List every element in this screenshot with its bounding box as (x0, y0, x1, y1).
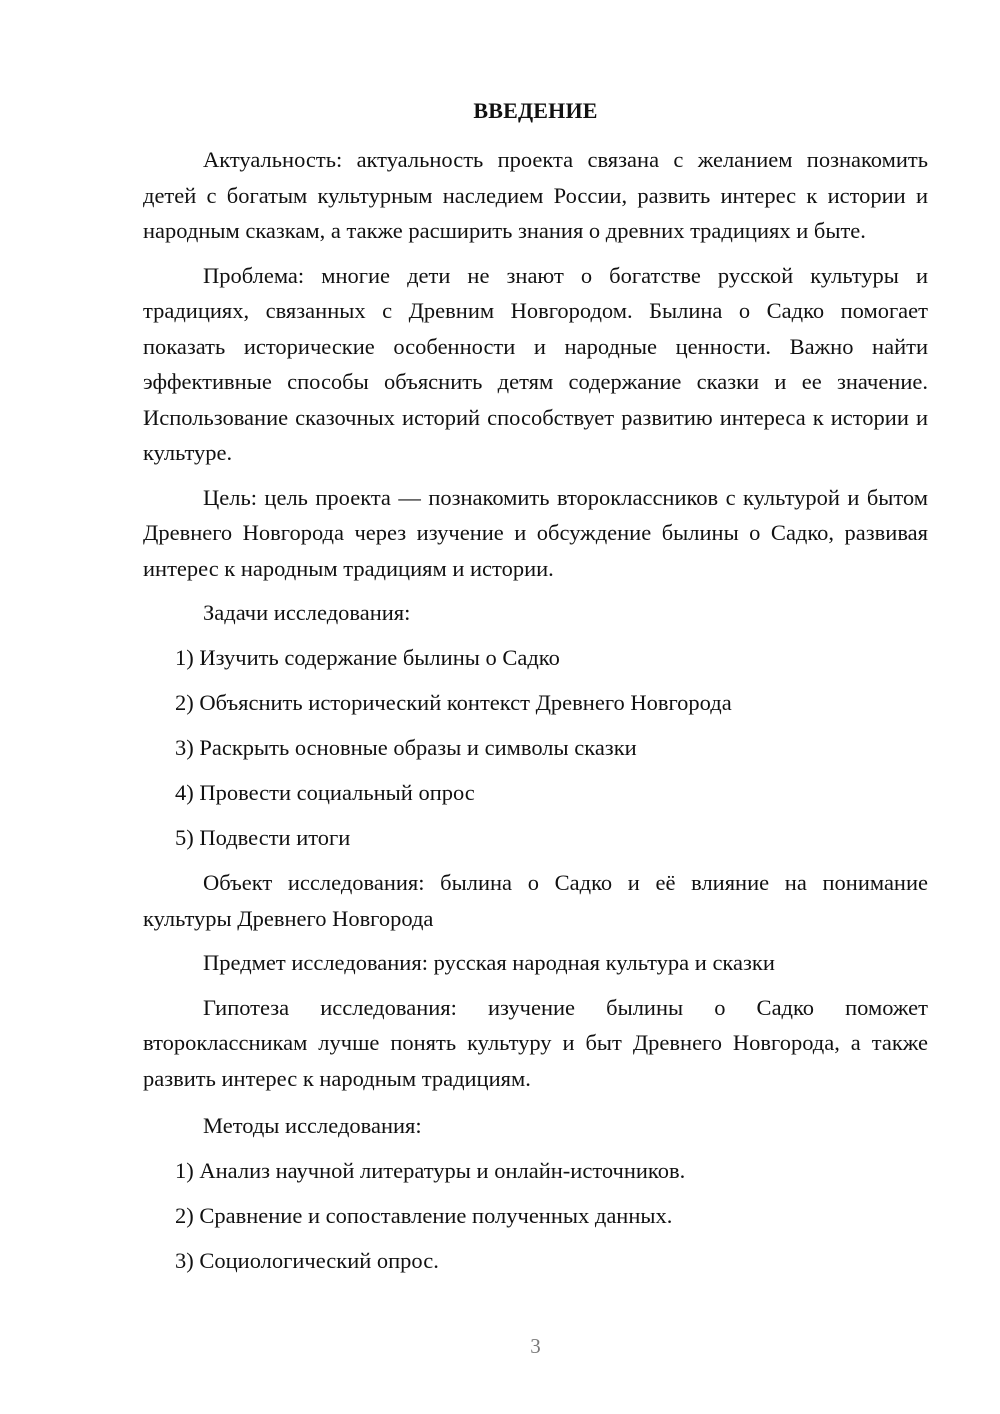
list-item: 4) Провести социальный опрос (175, 780, 475, 805)
relevance-paragraph: Актуальность: актуальность проекта связана с желанием познакомить детей с богатым культурным наследием России, развить интерес к истории и народным сказкам, а также расширить знания о древних традициях и быте. (143, 147, 928, 243)
goal-paragraph: Цель: цель проекта — познакомить второклассников с культурой и бытом Древнего Новгорода через изучение и обсуждение былины о Садко, развивая интерес к народным традициям и истории. (143, 484, 928, 581)
document-body (143, 142, 928, 1288)
object-paragraph: Объект исследования: былина о Садко и её влияние на понимание культуры Древнего Новгорода (143, 870, 928, 931)
page-title: ВВЕДЕНИЕ (473, 98, 598, 123)
methods-heading: Методы исследования: (203, 1113, 422, 1138)
list-item: 1) Изучить содержание былины о Садко (175, 645, 560, 670)
list-item: 1) Анализ научной литературы и онлайн-источников. (175, 1158, 686, 1183)
list-item: 2) Сравнение и сопоставление полученных данных. (175, 1203, 673, 1228)
list-item: 5) Подвести итоги (175, 825, 351, 850)
methods-list (143, 1153, 928, 1279)
tasks-heading: Задачи исследования: (203, 600, 411, 625)
problem-paragraph: Проблема: многие дети не знают о богатстве русской культуры и традициях, связанных с Древним Новгородом. Былина о Садко помогает показать исторические особенности и народные ценности. Важно найти эффективные способы объяснить детям содержание сказки и ее значение. Использование сказочных историй способствует развитию интереса к истории и культуре. (143, 262, 928, 465)
list-item: 3) Социологический опрос. (175, 1248, 439, 1273)
list-item: 3) Раскрыть основные образы и символы сказки (175, 735, 637, 760)
hypothesis-paragraph: Гипотеза исследования: изучение былины о Садко поможет второклассникам лучше понять культуру и быт Древнего Новгорода, а также развить интерес к народным традициям. (143, 994, 928, 1091)
tasks-list (143, 640, 928, 856)
page-number: 3 (530, 1334, 541, 1358)
list-item: 2) Объяснить исторический контекст Древнего Новгорода (175, 690, 732, 715)
subject-paragraph: Предмет исследования: русская народная культура и сказки (203, 950, 775, 975)
